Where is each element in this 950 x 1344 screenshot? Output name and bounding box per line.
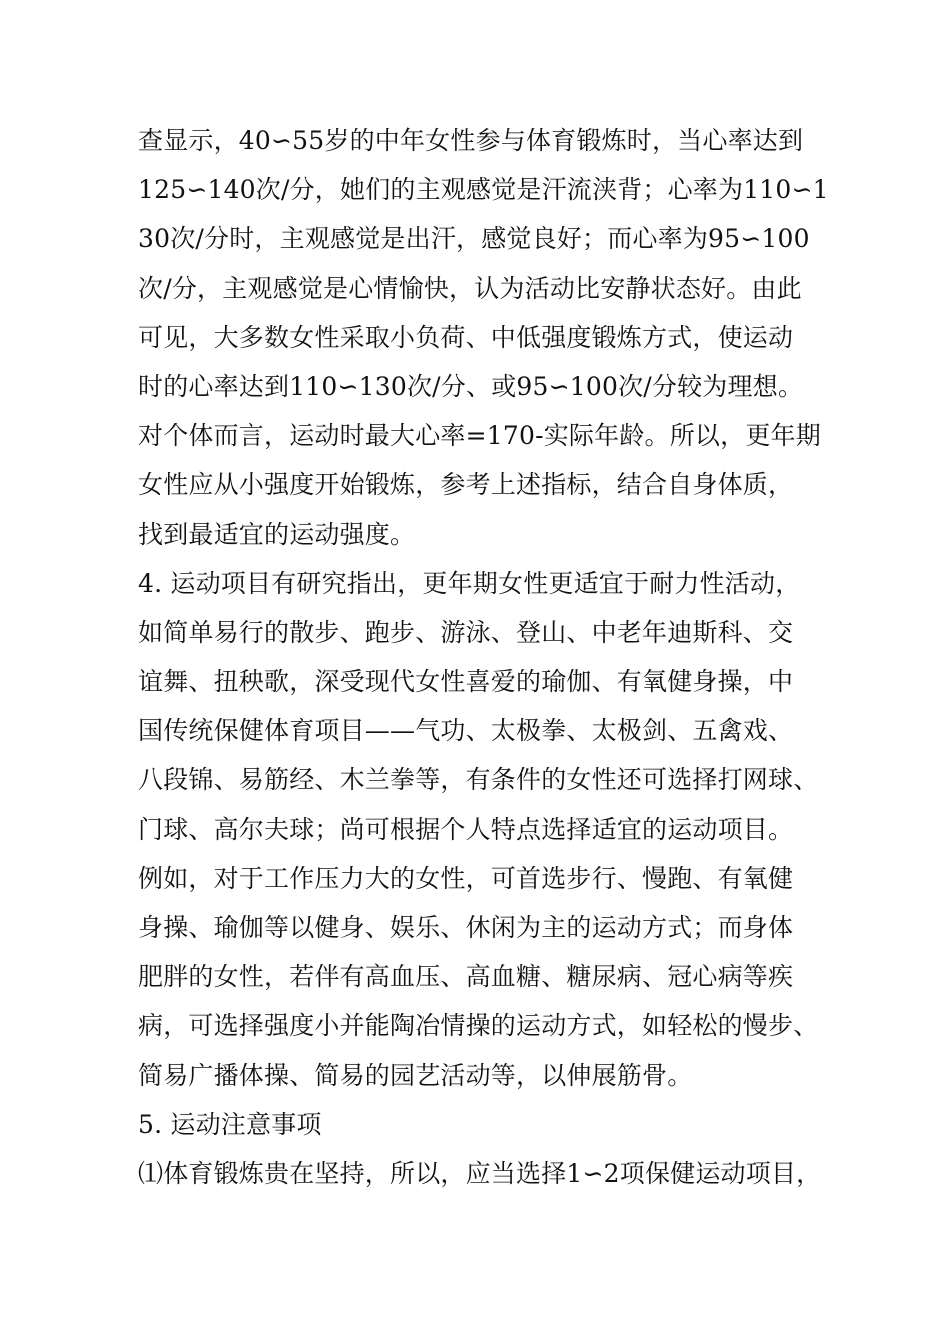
section-heading-5: 5. 运动注意事项 — [138, 1109, 322, 1139]
text-line: 125∽140次/分，她们的主观感觉是汗流浃背；心率为110∽1 — [138, 175, 829, 205]
text-line: 简易广播体操、简易的园艺活动等，以伸展筋骨。 — [138, 1060, 693, 1090]
text-line: 女性应从小强度开始锻炼，参考上述指标，结合自身体质， — [138, 470, 794, 500]
text-line: 时的心率达到110∽130次/分、或95∽100次/分较为理想。 — [138, 371, 804, 401]
text-line: 次/分，主观感觉是心情愉快，认为活动比安静状态好。由此 — [138, 273, 802, 303]
text-line: 例如，对于工作压力大的女性，可首选步行、慢跑、有氧健 — [138, 863, 794, 893]
text-line: 如简单易行的散步、跑步、游泳、登山、中老年迪斯科、交 — [138, 617, 794, 647]
text-line: 身操、瑜伽等以健身、娱乐、休闲为主的运动方式；而身体 — [138, 913, 794, 942]
list-item-1: ⑴体育锻炼贵在坚持，所以，应当选择1∽2项保健运动项目， — [138, 1158, 822, 1188]
text-line: 八段锦、易筋经、木兰拳等，有条件的女性还可选择打网球、 — [138, 765, 819, 795]
text-line: 门球、高尔夫球；尚可根据个人特点选择适宜的运动项目。 — [138, 814, 794, 844]
text-line: 谊舞、扭秧歌，深受现代女性喜爱的瑜伽、有氧健身操，中 — [138, 667, 794, 697]
text-line: 可见，大多数女性采取小负荷、中低强度锻炼方式，使运动 — [138, 322, 794, 352]
text-line: 肥胖的女性，若伴有高血压、高血糖、糖尿病、冠心病等疾 — [138, 962, 794, 992]
text-line: 对个体而言，运动时最大心率=170-实际年龄。所以，更年期 — [138, 421, 821, 451]
body-text — [138, 116, 858, 1198]
text-line: 国传统保健体育项目——气功、太极拳、太极剑、五禽戏、 — [138, 716, 794, 746]
text-line: 病，可选择强度小并能陶冶情操的运动方式，如轻松的慢步、 — [138, 1011, 819, 1041]
text-line: 找到最适宜的运动强度。 — [138, 519, 416, 549]
section-heading-4: 4. 运动项目有研究指出，更年期女性更适宜于耐力性活动， — [138, 568, 801, 598]
text-line: 查显示，40∽55岁的中年女性参与体育锻炼时，当心率达到 — [138, 126, 804, 155]
text-line: 30次/分时，主观感觉是出汗，感觉良好；而心率为95∽100 — [138, 224, 810, 254]
